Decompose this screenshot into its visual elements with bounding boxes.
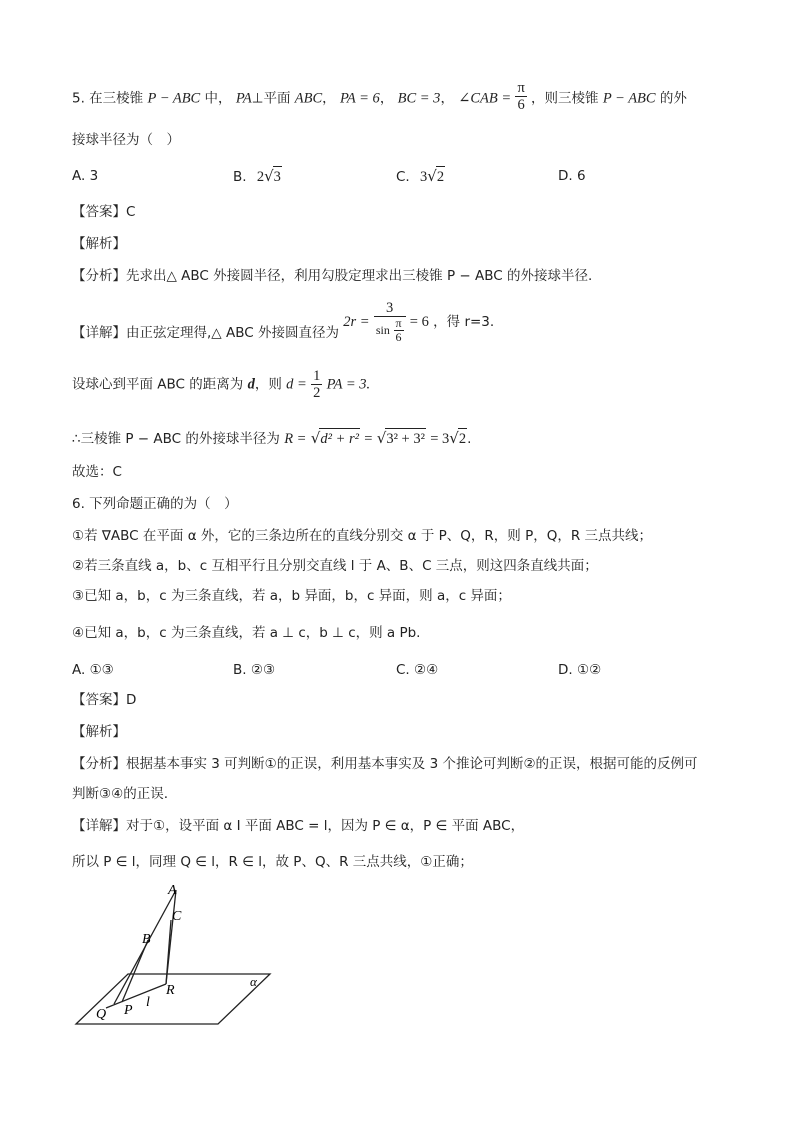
q5-distance-line: 设球心到平面 ABC 的距离为 d，则 d = $\frac{1}{2}$ PA = 3.: [72, 368, 371, 401]
sine-fraction: 3 sin $\frac{\pi}{6}$: [374, 300, 406, 344]
q6-answer: 【答案】D: [72, 692, 137, 708]
q5-option-b: B. 2√3: [233, 167, 281, 185]
q6-option-c: C. ②④: [396, 662, 439, 678]
q6-option-a: A. ①③: [72, 662, 114, 678]
q5-fenxi: 【分析】先求出△ ABC 外接圆半径，利用勾股定理求出三棱锥 P − ABC 的外接球半径.: [72, 268, 593, 284]
label-l: l: [146, 995, 150, 1010]
q5-xiangjie: 【详解】由正弦定理得,△ ABC 外接圆直径为 2r = 3 sin $\frac{\pi}{6}$ = 6 ，得 r=3.: [72, 300, 495, 344]
q6-xiangjie-line2: 所以 P ∈ l，同理 Q ∈ l，R ∈ l，故 P、Q、R 三点共线，①正确；: [72, 854, 473, 870]
q5-answer: 【答案】C: [72, 204, 136, 220]
q5-radius-line: ∴三棱锥 P − ABC 的外接球半径为 R = √d² + r² = √3² + 3² = 3√2.: [72, 429, 472, 447]
label-c: C: [172, 909, 182, 924]
q5-analysis-label: 【解析】: [72, 236, 126, 252]
q5-option-d: D. 6: [558, 168, 586, 184]
label-r: R: [166, 983, 175, 998]
q6-option-d: D. ①②: [558, 662, 602, 678]
label-a: A: [168, 883, 177, 898]
q6-fenxi-line1: 【分析】根据基本事实 3 可判断①的正误，利用基本事实及 3 个推论可判断②的正误，根据可能的反例可: [72, 756, 698, 772]
q5-option-c: C. 3√2: [396, 167, 445, 185]
q6-analysis-label: 【解析】: [72, 724, 126, 740]
q6-fenxi-line2: 判断③④的正误.: [72, 786, 168, 802]
line-l: [106, 984, 166, 1008]
q6-statement-2: ②若三条直线 a，b、c 互相平行且分别交直线 l 于 A、B、C 三点，则这四条直线共面；: [72, 558, 598, 574]
label-alpha: α: [250, 974, 257, 989]
q5-stem-line1: 5. 在三棱锥 P − ABC 中， PA⊥平面 ABC， PA = 6， BC = 3， ∠CAB = $\frac{\pi}{6}$ ，则三棱锥 P − ABC 的外: [72, 80, 687, 113]
q6-xiangjie-line1: 【详解】对于①，设平面 α I 平面 ABC = l，因为 P ∈ α，P ∈ 平面 ABC，: [72, 818, 525, 834]
q6-statement-4: ④已知 a，b，c 为三条直线，若 a ⊥ c，b ⊥ c，则 a Pb.: [72, 625, 421, 641]
label-b: B: [142, 932, 151, 947]
q5-choose: 故选：C: [72, 464, 122, 480]
q6-statement-1: ①若 ∇ABC 在平面 α 外，它的三条边所在的直线分别交 α 于 P、Q，R，则 P，Q，R 三点共线；: [72, 528, 653, 544]
q5-stem-line2: 接球半径为（ ）: [72, 132, 180, 148]
half-fraction: $\frac{1}{2}$: [313, 368, 321, 401]
q6-statement-3: ③已知 a，b，c 为三条直线，若 a，b 异面，b，c 异面，则 a，c 异面；: [72, 588, 511, 604]
label-p: P: [124, 1003, 133, 1018]
q5-option-a: A. 3: [72, 168, 99, 184]
q6-option-b: B. ②③: [233, 662, 276, 678]
angle-fraction: $\frac{\pi}{6}$: [517, 80, 525, 113]
plane-triangle-figure: [68, 880, 288, 1030]
q6-stem: 6. 下列命题正确的为（ ）: [72, 496, 238, 512]
label-q: Q: [96, 1007, 107, 1022]
